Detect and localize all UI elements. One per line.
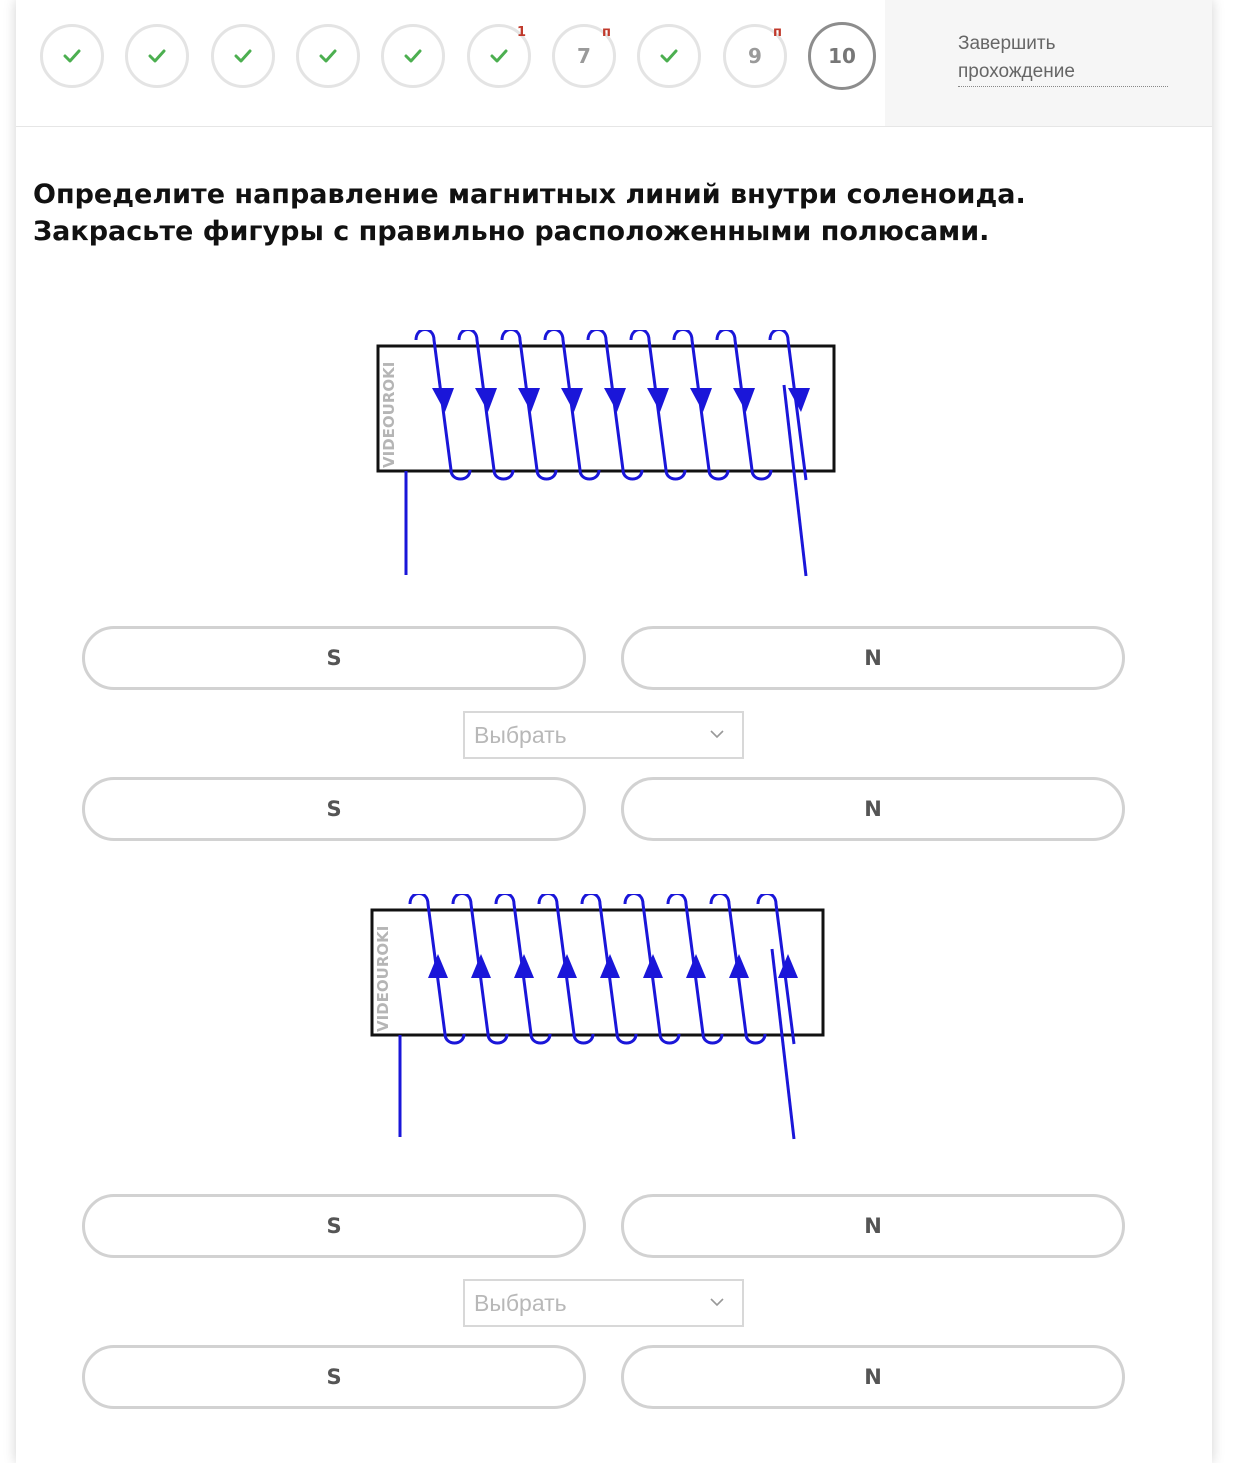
check-icon bbox=[660, 49, 678, 63]
step-number: 7 bbox=[577, 44, 591, 68]
step-2[interactable] bbox=[125, 24, 189, 88]
finish-panel bbox=[885, 0, 1212, 126]
check-icon bbox=[148, 49, 166, 63]
progress-bar bbox=[16, 0, 1212, 127]
chevron-down-icon bbox=[710, 727, 724, 741]
step-8[interactable] bbox=[637, 24, 701, 88]
check-icon bbox=[234, 49, 252, 63]
pole-option-s[interactable]: S bbox=[82, 626, 586, 690]
pole-option-n[interactable]: N bbox=[621, 1345, 1125, 1409]
step-number: 10 bbox=[828, 44, 856, 68]
chevron-down-icon bbox=[710, 1295, 724, 1309]
pole-option-s[interactable]: S bbox=[82, 1194, 586, 1258]
select-placeholder: Выбрать bbox=[474, 1290, 567, 1316]
step-skipped-badge: п bbox=[773, 25, 782, 40]
watermark: VIDEOUROKI bbox=[380, 361, 398, 468]
answer-select-1[interactable] bbox=[463, 711, 744, 759]
check-icon bbox=[490, 49, 508, 63]
pole-option-n[interactable]: N bbox=[621, 777, 1125, 841]
solenoid-image-1 bbox=[356, 330, 856, 582]
step-4[interactable] bbox=[296, 24, 360, 88]
step-6[interactable] bbox=[467, 24, 531, 88]
select-placeholder: Выбрать bbox=[474, 722, 567, 748]
solenoid-image-2 bbox=[350, 894, 850, 1146]
quiz-card bbox=[16, 0, 1212, 1463]
finish-attempt-link[interactable]: Завершить прохождение bbox=[958, 30, 1168, 87]
check-icon bbox=[404, 49, 422, 63]
step-7[interactable] bbox=[552, 24, 616, 88]
answer-select-2[interactable] bbox=[463, 1279, 744, 1327]
question-text: Определите направление магнитных линий внутри соленоида. Закрасьте фигуры с правильно расположенными полюсами. bbox=[33, 179, 1026, 247]
step-3[interactable] bbox=[211, 24, 275, 88]
check-icon bbox=[63, 49, 81, 63]
pole-option-s[interactable]: S bbox=[82, 777, 586, 841]
step-9[interactable] bbox=[723, 24, 787, 88]
pole-option-s[interactable]: S bbox=[82, 1345, 586, 1409]
watermark: VIDEOUROKI bbox=[374, 925, 392, 1032]
step-1[interactable] bbox=[40, 24, 104, 88]
pole-option-n[interactable]: N bbox=[621, 626, 1125, 690]
step-skipped-badge: п bbox=[602, 25, 611, 40]
step-5[interactable] bbox=[381, 24, 445, 88]
pole-option-n[interactable]: N bbox=[621, 1194, 1125, 1258]
step-number: 9 bbox=[748, 44, 762, 68]
step-attempt-badge: 1 bbox=[516, 25, 526, 40]
check-icon bbox=[319, 49, 337, 63]
step-10-current[interactable] bbox=[808, 22, 876, 90]
